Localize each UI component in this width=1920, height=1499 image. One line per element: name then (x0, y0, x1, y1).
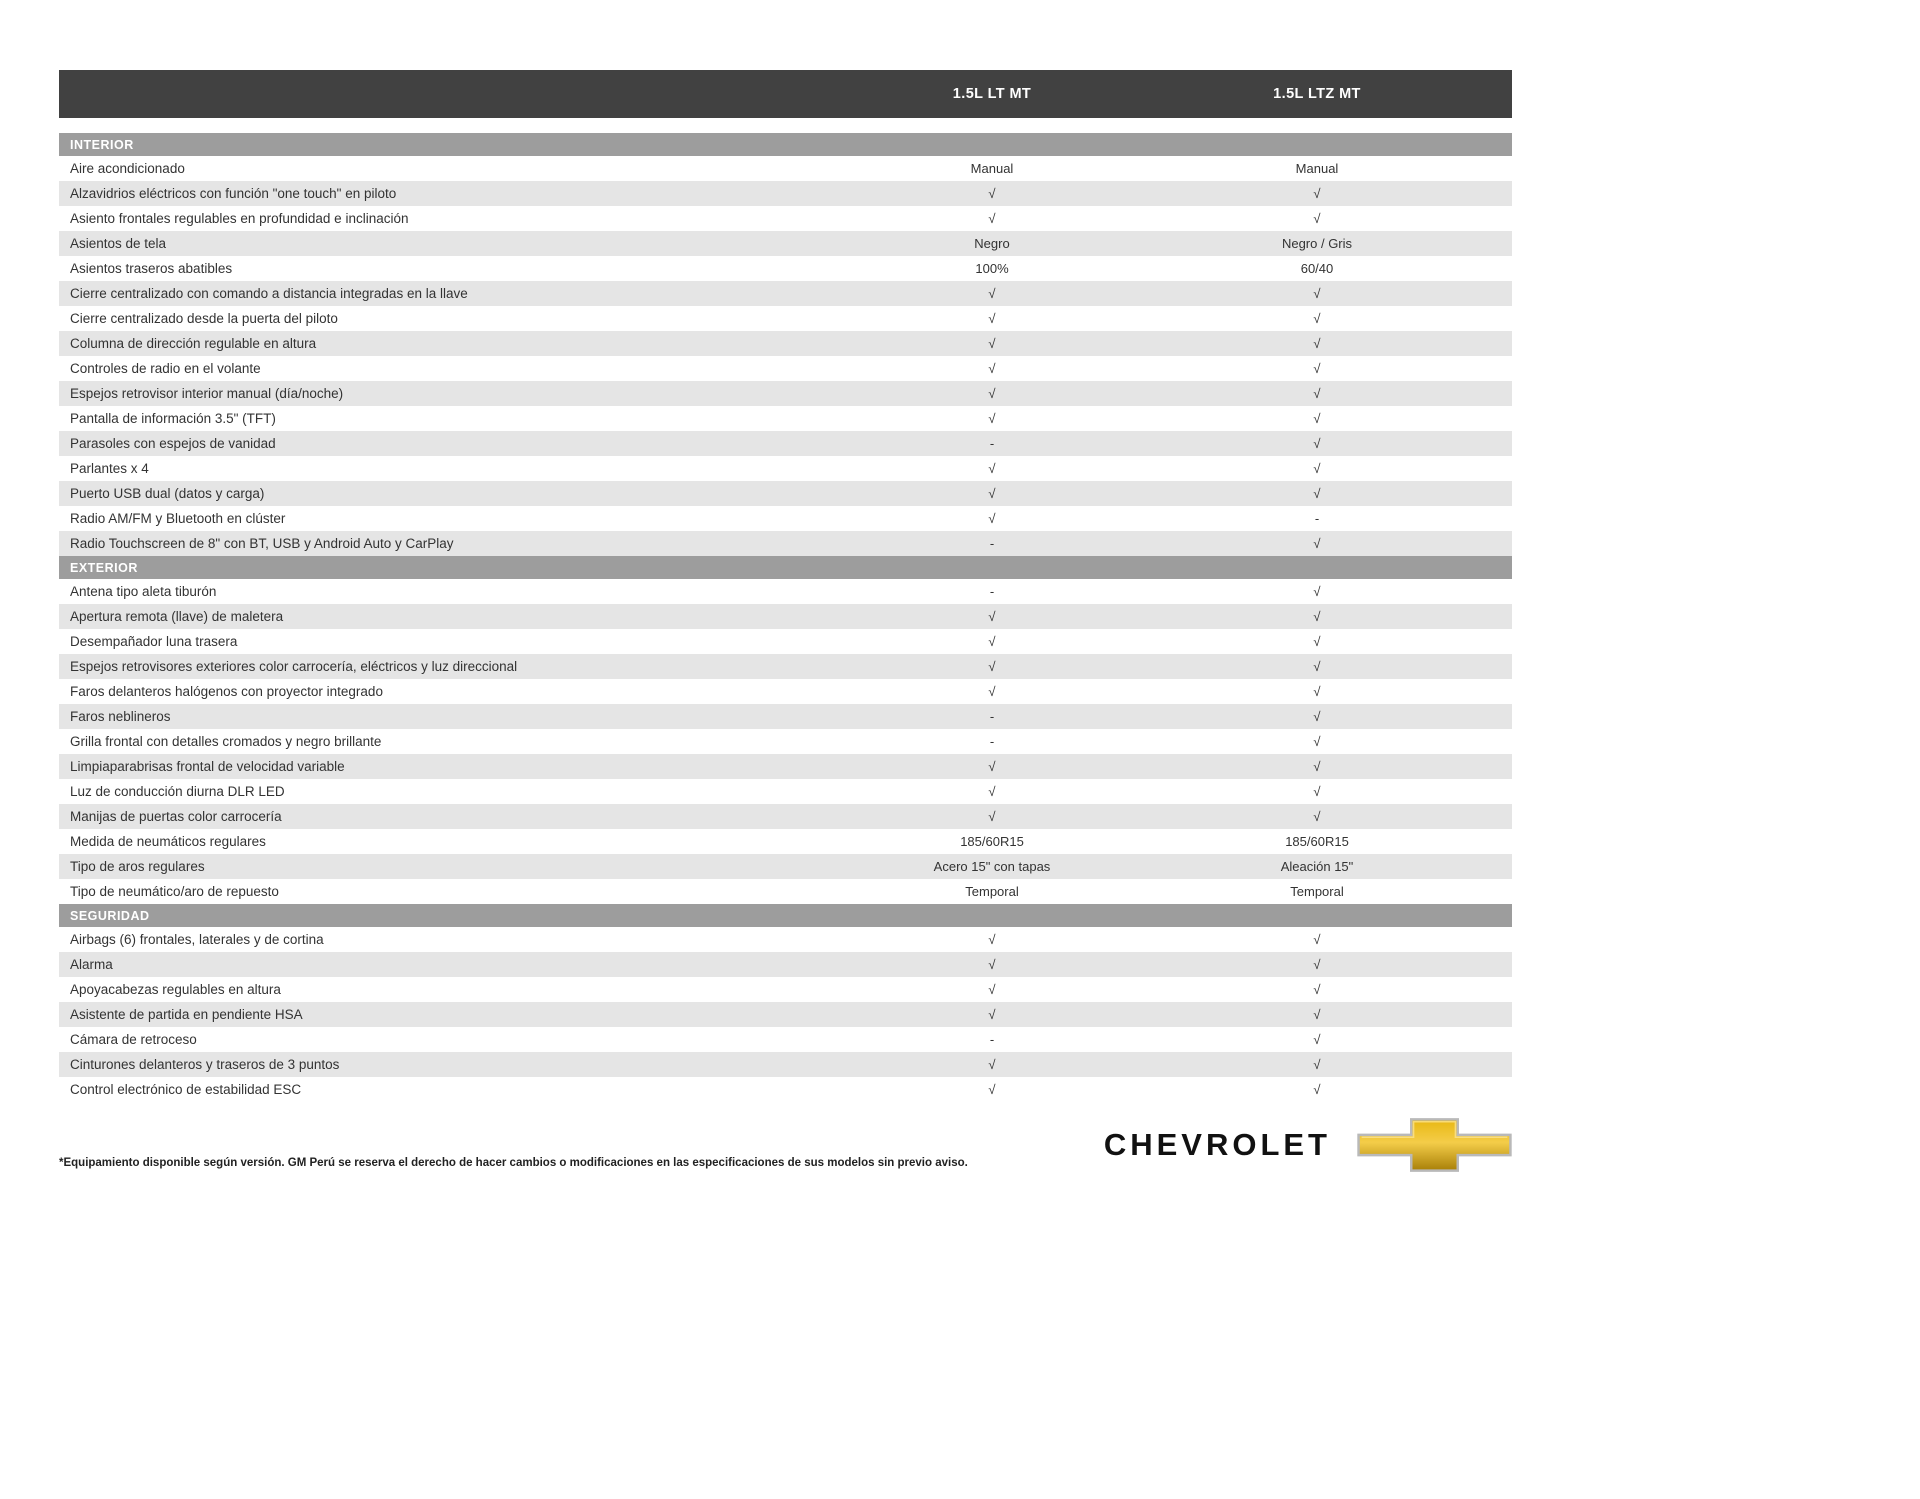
spec-row (59, 256, 1512, 281)
feature-label: Antena tipo aleta tiburón (70, 584, 217, 599)
spec-row (59, 481, 1512, 506)
value-cell-ltz: Temporal (1290, 884, 1344, 899)
value-cell-ltz: √ (1313, 809, 1321, 824)
value-cell-lt: √ (988, 1057, 996, 1072)
spec-row (59, 431, 1512, 456)
spec-row (59, 829, 1512, 854)
value-cell-ltz: Aleación 15" (1280, 859, 1354, 874)
value-cell-lt: √ (988, 511, 996, 526)
feature-label: Tipo de neumático/aro de repuesto (70, 884, 279, 899)
spec-row (59, 704, 1512, 729)
section-title: EXTERIOR (70, 560, 138, 575)
feature-label: Parlantes x 4 (70, 461, 149, 476)
feature-label: Alzavidrios eléctricos con función "one touch" en piloto (70, 186, 397, 201)
chevrolet-logo (1104, 1116, 1512, 1174)
spec-row (59, 1077, 1512, 1102)
value-cell-lt: - (989, 584, 995, 599)
feature-label: Controles de radio en el volante (70, 361, 261, 376)
spec-row (59, 879, 1512, 904)
value-cell-lt: √ (988, 957, 996, 972)
spec-row (59, 654, 1512, 679)
value-cell-ltz: √ (1313, 734, 1321, 749)
spec-row (59, 952, 1512, 977)
spec-row (59, 406, 1512, 431)
value-cell-ltz: √ (1313, 211, 1321, 226)
feature-label: Asientos traseros abatibles (70, 261, 233, 276)
table-section (59, 904, 1512, 1102)
value-cell-ltz: √ (1313, 336, 1321, 351)
table-section (59, 556, 1512, 904)
value-cell-ltz: √ (1313, 684, 1321, 699)
value-cell-lt: - (989, 436, 995, 451)
spec-row (59, 506, 1512, 531)
value-cell-ltz: √ (1313, 361, 1321, 376)
spec-row (59, 381, 1512, 406)
value-cell-ltz: √ (1313, 286, 1321, 301)
table-section (59, 133, 1512, 556)
value-cell-ltz: √ (1313, 957, 1321, 972)
spec-row (59, 281, 1512, 306)
value-cell-lt: Temporal (965, 884, 1019, 899)
feature-label: Pantalla de información 3.5" (TFT) (70, 411, 276, 426)
table-sections (59, 133, 1512, 1102)
value-cell-lt: 185/60R15 (960, 834, 1024, 849)
spec-row (59, 729, 1512, 754)
section-header (59, 904, 1512, 927)
spec-row (59, 181, 1512, 206)
spec-table (59, 70, 1512, 1102)
value-cell-ltz: √ (1313, 584, 1321, 599)
value-cell-lt: √ (988, 609, 996, 624)
section-title: SEGURIDAD (70, 908, 150, 923)
value-cell-lt: √ (988, 211, 996, 226)
value-cell-ltz: √ (1313, 1057, 1321, 1072)
disclaimer-text: *Equipamiento disponible según versión. GM Perú se reserva el derecho de hacer cambios o modificaciones en las especificaciones de sus modelos sin previo aviso. (59, 1157, 968, 1169)
value-cell-lt: √ (988, 461, 996, 476)
feature-label: Espejos retrovisor interior manual (día/noche) (70, 386, 344, 401)
value-cell-lt: Manual (970, 161, 1014, 176)
value-cell-lt: - (989, 536, 995, 551)
feature-label: Medida de neumáticos regulares (70, 834, 266, 849)
spec-row (59, 331, 1512, 356)
feature-label: Control electrónico de estabilidad ESC (70, 1082, 302, 1097)
spec-row (59, 1027, 1512, 1052)
value-cell-ltz: √ (1313, 436, 1321, 451)
value-cell-ltz: 185/60R15 (1285, 834, 1349, 849)
feature-label: Asistente de partida en pendiente HSA (70, 1007, 303, 1022)
section-rows (59, 156, 1512, 556)
value-cell-lt: √ (988, 361, 996, 376)
feature-label: Cinturones delanteros y traseros de 3 puntos (70, 1057, 340, 1072)
column-header-lt-mt: 1.5L LT MT (952, 86, 1032, 102)
feature-label: Faros neblineros (70, 709, 171, 724)
feature-label: Tipo de aros regulares (70, 859, 205, 874)
value-cell-lt: √ (988, 311, 996, 326)
value-cell-ltz: √ (1313, 536, 1321, 551)
feature-label: Luz de conducción diurna DLR LED (70, 784, 285, 799)
spec-row (59, 531, 1512, 556)
value-cell-ltz: 60/40 (1300, 261, 1334, 276)
value-cell-ltz: √ (1313, 982, 1321, 997)
column-header-ltz-mt: 1.5L LTZ MT (1273, 86, 1361, 102)
feature-label: Apoyacabezas regulables en altura (70, 982, 281, 997)
value-cell-ltz: - (1314, 511, 1320, 526)
value-cell-lt: √ (988, 336, 996, 351)
value-cell-lt: √ (988, 1007, 996, 1022)
value-cell-ltz: √ (1313, 932, 1321, 947)
feature-label: Asiento frontales regulables en profundidad e inclinación (70, 211, 409, 226)
feature-label: Asientos de tela (70, 236, 167, 251)
spec-row (59, 231, 1512, 256)
chevrolet-bowtie-icon (1357, 1116, 1512, 1174)
value-cell-lt: Acero 15" con tapas (933, 859, 1051, 874)
value-cell-ltz: √ (1313, 411, 1321, 426)
spec-row (59, 679, 1512, 704)
spec-row (59, 779, 1512, 804)
value-cell-ltz: √ (1313, 709, 1321, 724)
value-cell-ltz: Manual (1295, 161, 1339, 176)
value-cell-lt: √ (988, 982, 996, 997)
spec-row (59, 306, 1512, 331)
feature-label: Apertura remota (llave) de maletera (70, 609, 284, 624)
spec-row (59, 854, 1512, 879)
value-cell-lt: √ (988, 386, 996, 401)
feature-label: Desempañador luna trasera (70, 634, 238, 649)
feature-label: Alarma (70, 957, 113, 972)
spec-row (59, 356, 1512, 381)
spec-row (59, 927, 1512, 952)
spec-row (59, 579, 1512, 604)
value-cell-lt: √ (988, 784, 996, 799)
spec-row (59, 977, 1512, 1002)
section-rows (59, 927, 1512, 1102)
spec-row (59, 156, 1512, 181)
feature-label: Manijas de puertas color carrocería (70, 809, 282, 824)
feature-label: Grilla frontal con detalles cromados y negro brillante (70, 734, 382, 749)
value-cell-lt: √ (988, 486, 996, 501)
value-cell-ltz: Negro / Gris (1281, 236, 1353, 251)
value-cell-ltz: √ (1313, 386, 1321, 401)
value-cell-ltz: √ (1313, 659, 1321, 674)
feature-label: Limpiaparabrisas frontal de velocidad variable (70, 759, 345, 774)
feature-label: Cámara de retroceso (70, 1032, 197, 1047)
value-cell-lt: - (989, 709, 995, 724)
value-cell-lt: √ (988, 684, 996, 699)
value-cell-ltz: √ (1313, 1032, 1321, 1047)
value-cell-lt: Negro (974, 236, 1010, 251)
spec-row (59, 804, 1512, 829)
value-cell-ltz: √ (1313, 634, 1321, 649)
spec-row (59, 1002, 1512, 1027)
value-cell-lt: √ (988, 186, 996, 201)
value-cell-lt: √ (988, 1082, 996, 1097)
feature-label: Puerto USB dual (datos y carga) (70, 486, 265, 501)
section-header (59, 133, 1512, 156)
value-cell-lt: √ (988, 411, 996, 426)
section-rows (59, 579, 1512, 904)
section-header (59, 556, 1512, 579)
feature-label: Espejos retrovisores exteriores color carrocería, eléctricos y luz direccional (70, 659, 518, 674)
value-cell-lt: √ (988, 809, 996, 824)
spec-row (59, 206, 1512, 231)
feature-label: Radio AM/FM y Bluetooth en clúster (70, 511, 286, 526)
value-cell-lt: - (989, 734, 995, 749)
feature-label: Aire acondicionado (70, 161, 185, 176)
feature-label: Cierre centralizado desde la puerta del piloto (70, 311, 338, 326)
value-cell-ltz: √ (1313, 311, 1321, 326)
value-cell-ltz: √ (1313, 759, 1321, 774)
value-cell-lt: √ (988, 634, 996, 649)
spec-row (59, 456, 1512, 481)
value-cell-ltz: √ (1313, 1082, 1321, 1097)
feature-label: Parasoles con espejos de vanidad (70, 436, 276, 451)
value-cell-lt: √ (988, 286, 996, 301)
chevrolet-wordmark: CHEVROLET (1103, 1127, 1331, 1162)
feature-label: Cierre centralizado con comando a distancia integradas en la llave (70, 286, 468, 301)
value-cell-ltz: √ (1313, 486, 1321, 501)
section-title: INTERIOR (70, 137, 134, 152)
spec-row (59, 754, 1512, 779)
spec-row (59, 604, 1512, 629)
feature-label: Columna de dirección regulable en altura (70, 336, 317, 351)
value-cell-lt: √ (988, 932, 996, 947)
value-cell-ltz: √ (1313, 1007, 1321, 1022)
spec-row (59, 1052, 1512, 1077)
value-cell-lt: 100% (975, 261, 1009, 276)
feature-label: Airbags (6) frontales, laterales y de cortina (70, 932, 324, 947)
feature-label: Radio Touchscreen de 8" con BT, USB y Android Auto y CarPlay (70, 536, 454, 551)
value-cell-lt: √ (988, 659, 996, 674)
value-cell-ltz: √ (1313, 784, 1321, 799)
value-cell-ltz: √ (1313, 609, 1321, 624)
table-header-bar (59, 70, 1512, 118)
spec-row (59, 629, 1512, 654)
value-cell-ltz: √ (1313, 186, 1321, 201)
value-cell-lt: - (989, 1032, 995, 1047)
value-cell-ltz: √ (1313, 461, 1321, 476)
feature-label: Faros delanteros halógenos con proyector integrado (70, 684, 383, 699)
value-cell-lt: √ (988, 759, 996, 774)
